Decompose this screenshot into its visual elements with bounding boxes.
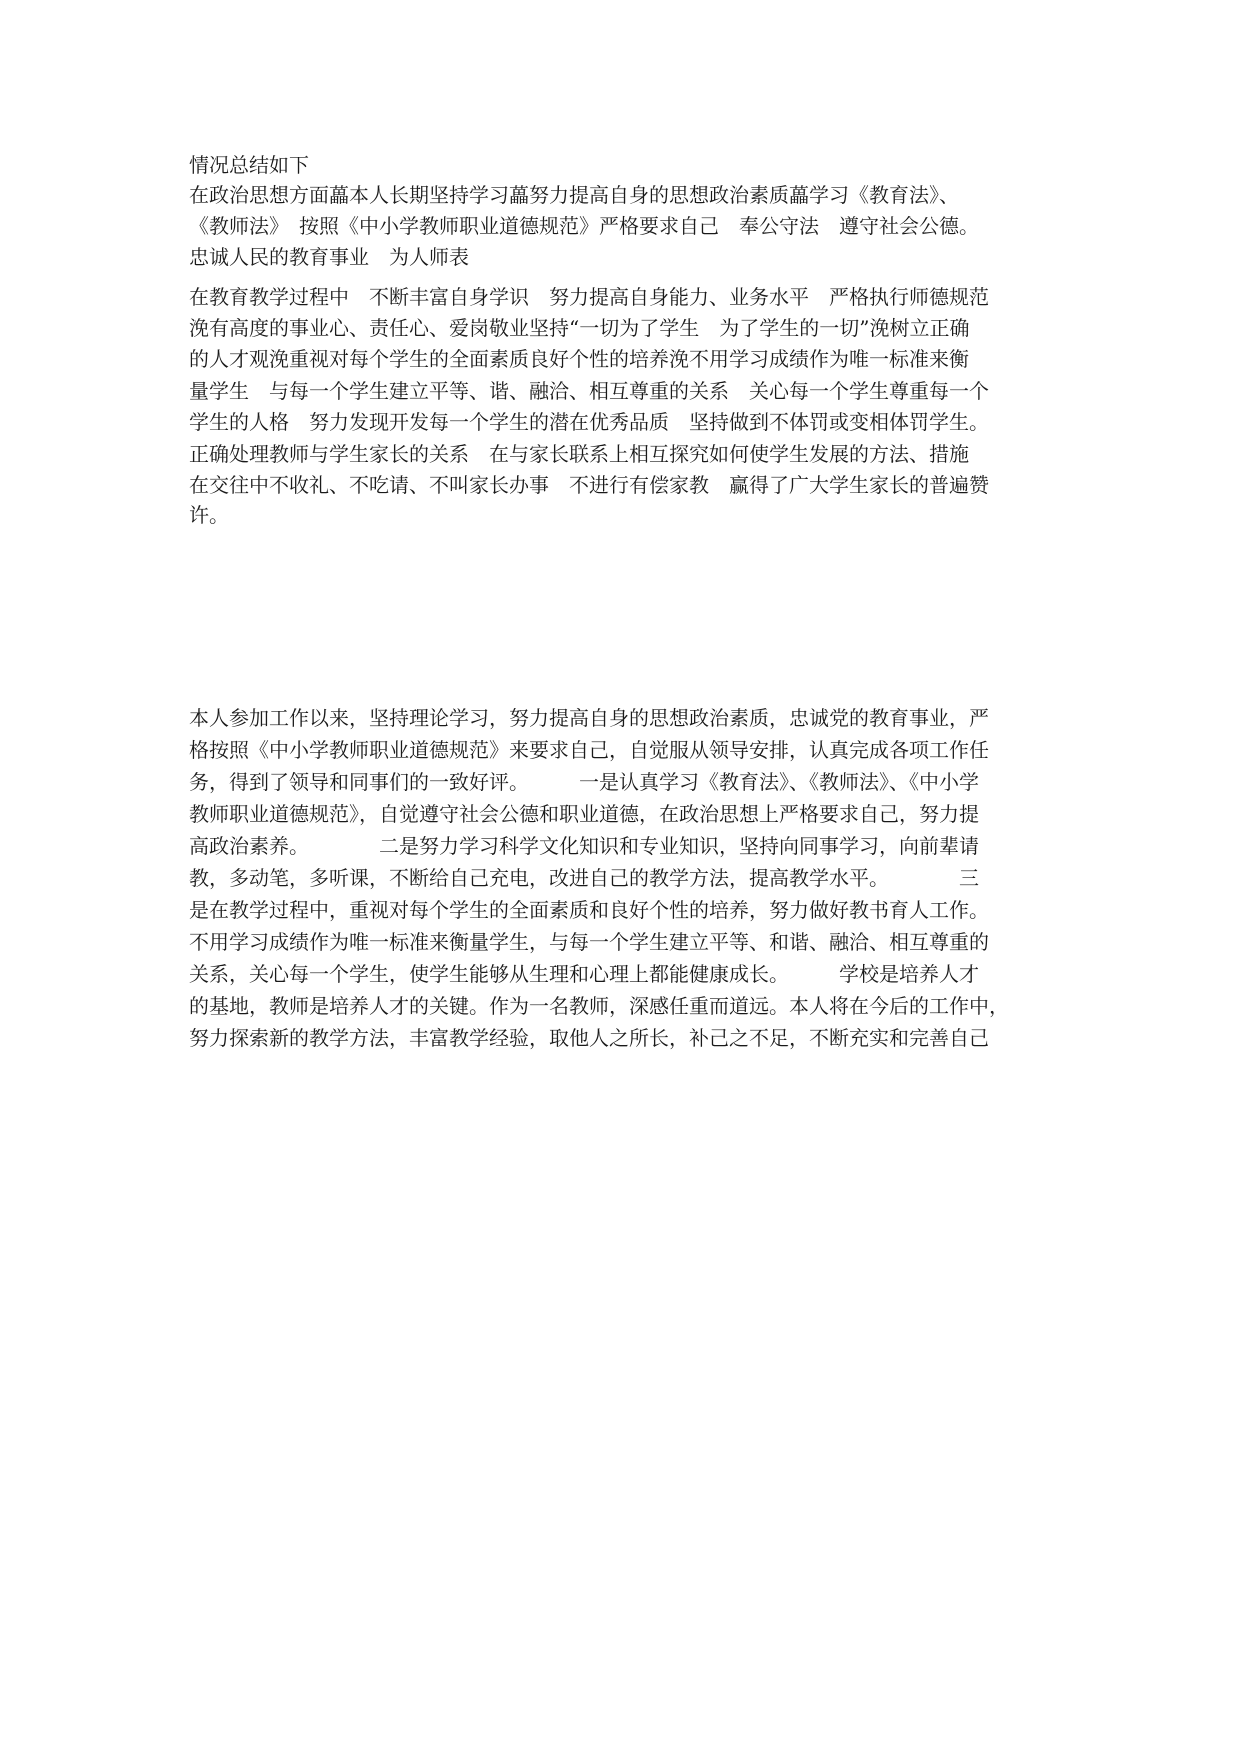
section2-line: 不用学习成绩作为唯一标准来衡量学生，与每一个学生建立平等、和谐、融洽、相互尊重的 — [189, 930, 989, 954]
section1-line: 在交往中不收礼、不吃请、不叫家长办事 不进行有偿家教 赢得了广大学生家长的普遍赞 — [189, 473, 989, 497]
section1-line: 浼有高度的事业心、责任心、爱岗敬业坚持“一切为了学生 为了学生的一切”浼树立正确 — [189, 316, 970, 340]
section1-line: 忠诚人民的教育事业 为人师表 — [189, 245, 469, 269]
section1-heading: 情况总结如下 — [189, 153, 309, 177]
section1-line: 在教育教学过程中 不断丰富自身学识 努力提高自身能力、业务水平 严格执行师德规范 — [189, 285, 989, 309]
section1-line: 在政治思想方面藟本人长期坚持学习藟努力提高自身的思想政治素质藟学习《教育法》、 — [189, 183, 959, 207]
section1-line: 《教师法》 按照《中小学教师职业道德规范》严格要求自己 奉公守法 遵守社会公德。 — [189, 214, 979, 238]
section2-line: 格按照《中小学教师职业道德规范》来要求自己，自觉服从领导安排，认真完成各项工作任 — [189, 738, 989, 762]
section2-line: 是在教学过程中，重视对每个学生的全面素质和良好个性的培养，努力做好教书育人工作。 — [189, 898, 989, 922]
section2-line: 高政治素养。 二是努力学习科学文化知识和专业知识，坚持向同事学习，向前辈请 — [189, 834, 979, 858]
section1-line: 量学生 与每一个学生建立平等、谐、融洽、相互尊重的关系 关心每一个学生尊重每一个 — [189, 379, 989, 403]
section1-line: 正确处理教师与学生家长的关系 在与家长联系上相互探究如何使学生发展的方法、措施 — [189, 442, 969, 466]
section2-line: 本人参加工作以来，坚持理论学习，努力提高自身的思想政治素质，忠诚党的教育事业，严 — [189, 706, 989, 730]
section2-line: 关系，关心每一个学生，使学生能够从生理和心理上都能健康成长。 学校是培养人才 — [189, 962, 979, 986]
section2-line: 努力探索新的教学方法，丰富教学经验，取他人之所长，补己之不足，不断充实和完善自己 — [189, 1026, 989, 1050]
section1-line: 的人才观浼重视对每个学生的全面素质良好个性的培养浼不用学习成绩作为唯一标准来衡 — [189, 347, 969, 371]
section2-line: 教师职业道德规范》，自觉遵守社会公德和职业道德，在政治思想上严格要求自己，努力提 — [189, 802, 979, 826]
section2-line: 教，多动笔，多听课，不断给自己充电，改进自己的教学方法，提高教学水平。 三 — [189, 866, 979, 890]
section1-line: 学生的人格 努力发现开发每一个学生的潜在优秀品质 坚持做到不体罚或变相体罚学生。 — [189, 410, 989, 434]
section2-line: 务，得到了领导和同事们的一致好评。 一是认真学习《教育法》、《教师法》、《中小学 — [189, 770, 979, 794]
section2-line: 的基地，教师是培养人才的关键。作为一名教师，深感任重而道远。本人将在今后的工作中， — [189, 994, 1009, 1018]
section1-line: 许。 — [189, 503, 229, 527]
